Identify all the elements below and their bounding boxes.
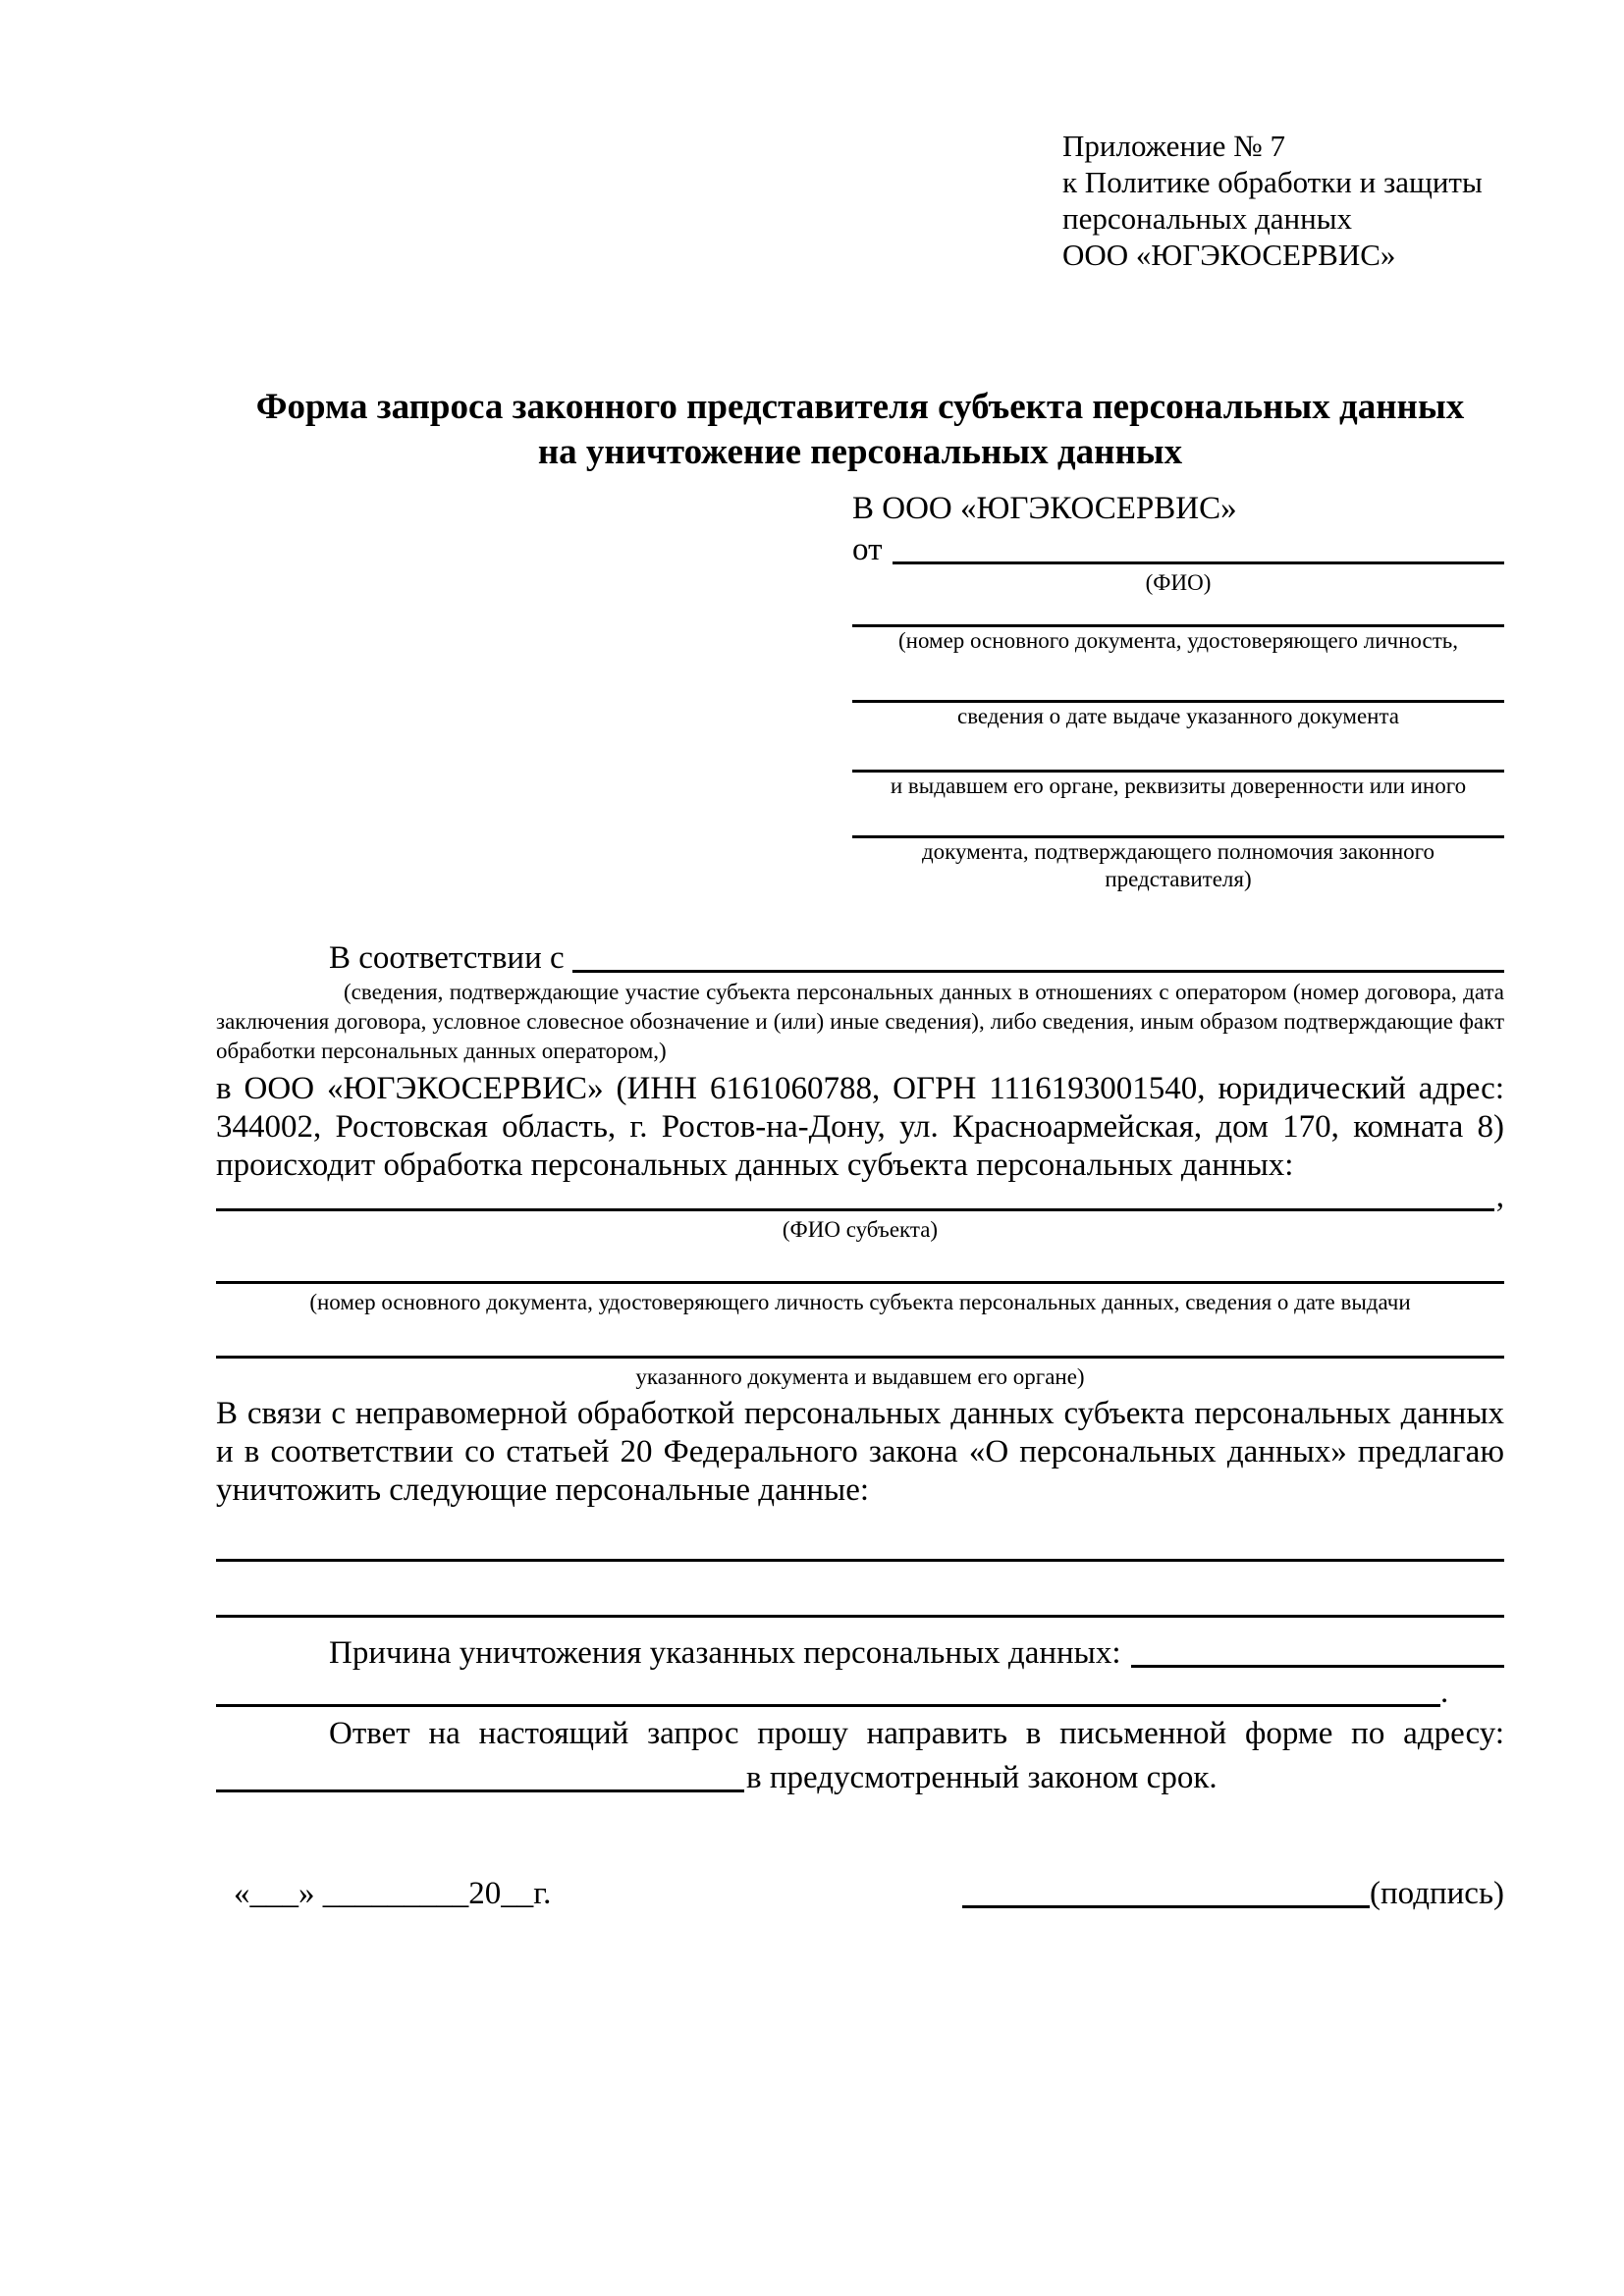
subject-fio-input-line[interactable] <box>216 1208 1494 1211</box>
reply-request: Ответ на настоящий запрос прошу направить в письменной форме по адресу: <box>329 1716 1504 1751</box>
accordance-input-line[interactable] <box>572 970 1504 973</box>
data-to-destroy-input-line-1[interactable] <box>216 1559 1504 1562</box>
representative-name-input-line[interactable] <box>893 561 1505 564</box>
reply-tail: в предусмотренный законом срок. <box>746 1760 1218 1795</box>
subject-fio-comma: , <box>1495 1179 1504 1214</box>
document-title-line2: на уничтожение персональных данных <box>537 432 1183 472</box>
field-caption-4: документа, подтверждающего полномочия законного представителя) <box>921 839 1435 891</box>
field-caption-1: (номер основного документа, удостоверяющего личность, <box>897 628 1458 653</box>
reason-continuation-row <box>216 1673 1504 1712</box>
subject-doc-row-2 <box>216 1338 1504 1363</box>
appendix-line: ООО «ЮГЭКОСЕРВИС» <box>1062 238 1396 272</box>
footer-row <box>216 1874 1504 1913</box>
reason-row <box>216 1631 1504 1673</box>
reason-period: . <box>1440 1675 1449 1710</box>
document-title-line1: Форма запроса законного представителя субъекта персональных данных <box>255 387 1465 427</box>
accordance-row <box>216 936 1504 978</box>
reason-label: Причина уничтожения указанных персональных данных: <box>329 1635 1121 1671</box>
appendix-line: Приложение № 7 <box>1062 129 1285 163</box>
subject-fio-row <box>216 1179 1504 1216</box>
document-title <box>216 385 1504 475</box>
subject-doc-caption-2: указанного документа и выдавшем его органе) <box>635 1364 1085 1389</box>
reply-address-input-line[interactable] <box>216 1789 744 1792</box>
date-line[interactable]: «___» _________20__г. <box>234 1876 552 1911</box>
subject-doc-input-line-2[interactable] <box>216 1356 1504 1359</box>
signature-caption: (подпись) <box>1370 1876 1504 1911</box>
signature-input-line[interactable] <box>962 1905 1370 1908</box>
fio-caption: (ФИО) <box>1145 570 1212 595</box>
signature-group <box>962 1874 1504 1913</box>
appendix-block <box>1062 128 1504 273</box>
addressee-block <box>852 489 1504 893</box>
operator-paragraph: в ООО «ЮГЭКОСЕРВИС» (ИНН 6161060788, ОГРН 1116193001540, юридический адрес: 344002, Ростовская область, г. Ростов-на-Дону, ул. Красноармейская, дом 170, комната 8) происходит обработка персональных данных субъекта персональных данных: <box>216 1071 1504 1183</box>
from-row <box>852 528 1504 569</box>
subject-doc-caption-1: (номер основного документа, удостоверяющего личность субъекта персональных данных, сведения о дате выдачи <box>309 1290 1411 1314</box>
data-to-destroy-input-line-2[interactable] <box>216 1615 1504 1618</box>
addressee-company: В ООО «ЮГЭКОСЕРВИС» <box>852 491 1237 526</box>
accordance-note: (сведения, подтверждающие участие субъекта персональных данных в отношениях с оператором (номер договора, дата заключения договора, условное словесное обозначение и (или) иные сведения), либо сведения, иным образом подтверждающие факт обработки персональных данных оператором,) <box>216 980 1504 1063</box>
subject-doc-row-1 <box>216 1263 1504 1289</box>
appendix-line: к Политике обработки и защиты <box>1062 165 1483 199</box>
appendix-line: персональных данных <box>1062 201 1353 236</box>
subject-fio-caption: (ФИО субъекта) <box>782 1217 939 1242</box>
field-caption-2: сведения о дате выдаче указанного документа <box>956 704 1400 728</box>
reason-input-line[interactable] <box>1131 1665 1504 1668</box>
reason-input-line-2[interactable] <box>216 1704 1440 1707</box>
demand-paragraph: В связи с неправомерной обработкой персональных данных субъекта персональных данных и в соответствии со статьей 20 Федерального закона «О персональных данных» предлагаю уничтожить следующие персональные данные: <box>216 1396 1504 1508</box>
field-caption-3: и выдавшем его органе, реквизиты доверенности или иного <box>890 774 1467 798</box>
reply-address-row <box>216 1756 1504 1797</box>
subject-doc-input-line-1[interactable] <box>216 1281 1504 1284</box>
accordance-lead: В соответствии с <box>329 940 565 976</box>
from-label: от <box>852 532 883 567</box>
